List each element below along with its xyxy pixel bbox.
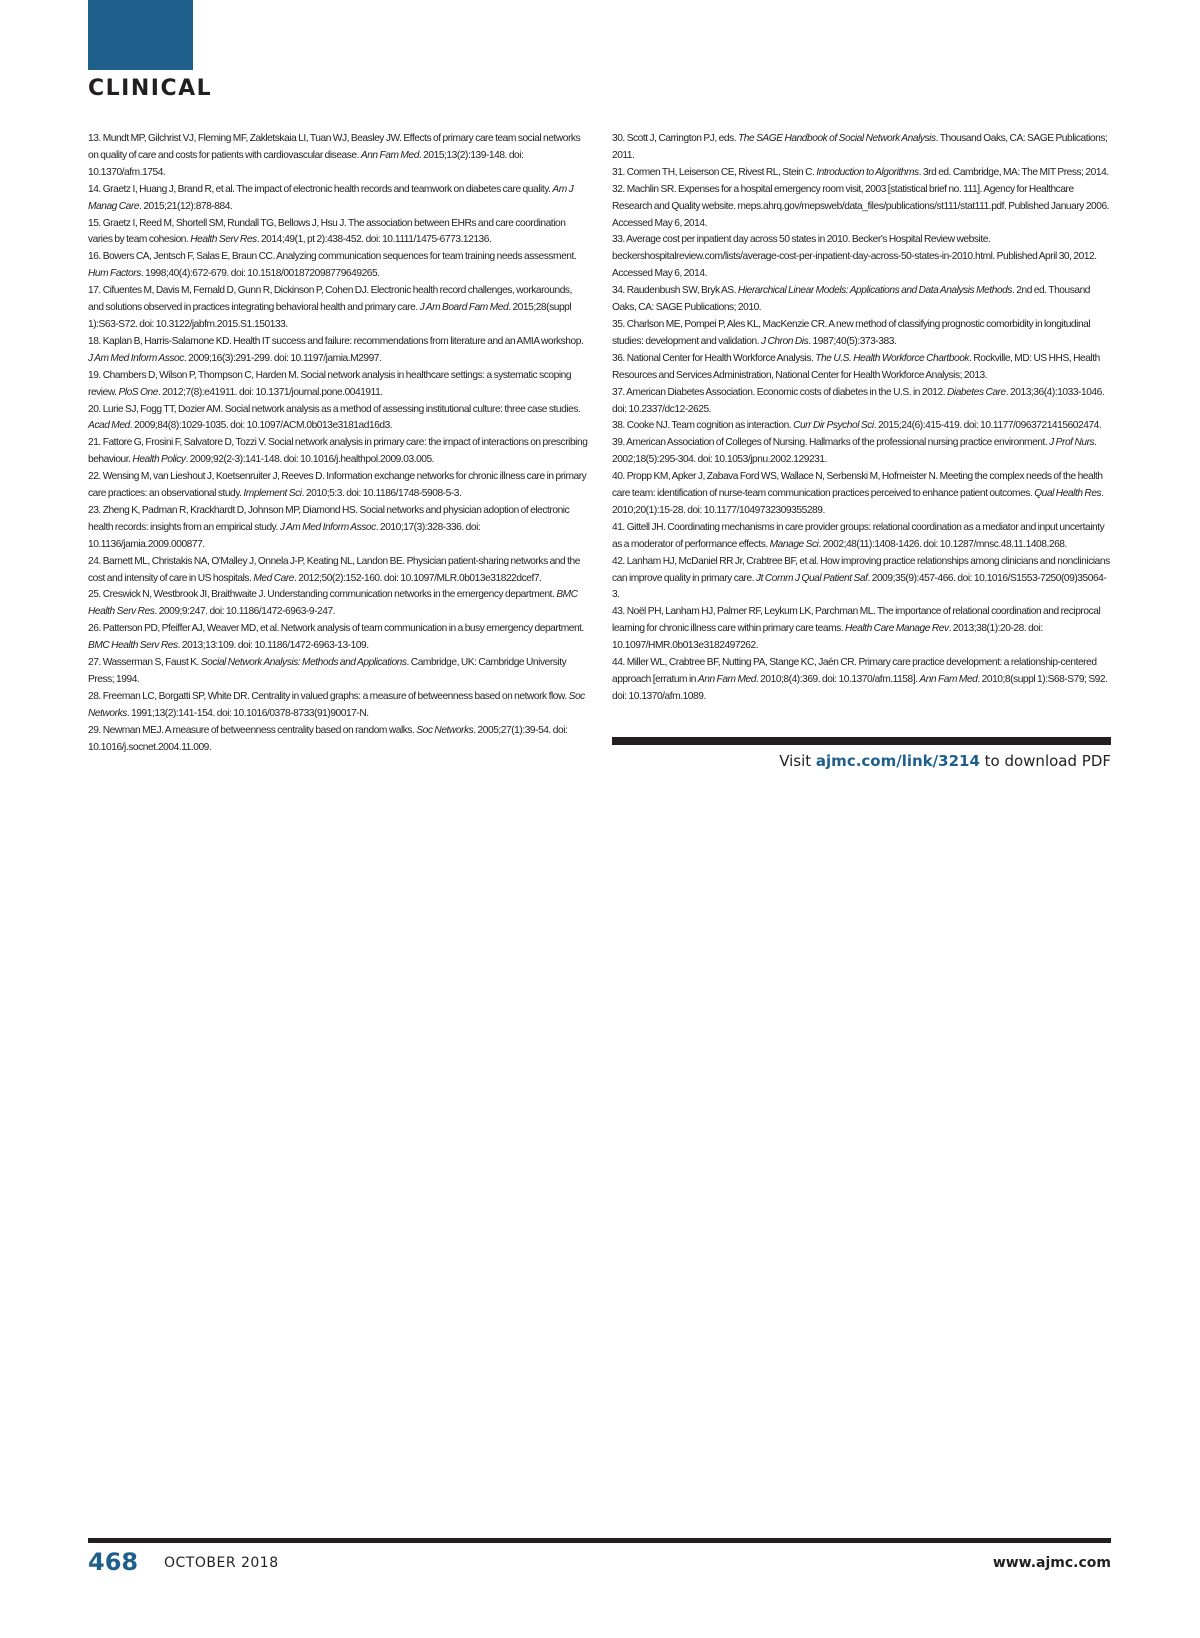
reference-item	[88, 621, 588, 655]
reference-text: . 2012;50(2):152-160. doi: 10.1097/MLR.0b013e31822dcef7.	[293, 572, 542, 584]
download-prefix: Visit	[779, 752, 816, 770]
reference-text: 22. Wensing M, van Lieshout J, Koetsenruiter J, Reeves D. Information exchange networks for chronic illness care in primary care practices: an observational study.	[88, 471, 587, 500]
reference-text: . 2013;36(4):1033-1046. doi: 10.2337/dc12-2625.	[612, 386, 1105, 415]
reference-source-title: J Prof Nurs	[1049, 437, 1095, 449]
reference-text: 16. Bowers CA, Jentsch F, Salas E, Braun CC. Analyzing communication sequences for team training needs assessment.	[88, 251, 577, 263]
download-notice	[612, 752, 1111, 770]
reference-text: . 2010;8(4):369. doi: 10.1370/afm.1158].	[755, 674, 920, 685]
reference-item	[88, 182, 588, 216]
reference-text: 41. Gittell JH. Coordinating mechanisms in care provider groups: relational coordination as a mediator and input uncertainty as a moderator of performance effects.	[612, 521, 1105, 550]
reference-text: . 2002;48(11):1408-1426. doi: 10.1287/mnsc.48.11.1408.268.	[818, 538, 1067, 550]
reference-text: 35. Charlson ME, Pompei P, Ales KL, MacKenzie CR. A new method of classifying prognostic comorbidity in longitudinal studies: development and validation.	[612, 318, 1091, 347]
reference-source-title: J Am Med Inform Assoc	[279, 521, 376, 533]
reference-text: . 2015;28(suppl 1):S63-S72. doi: 10.3122/jabfm.2015.S1.150133.	[88, 302, 572, 330]
reference-item	[88, 689, 588, 723]
reference-text: . 2005;27(1):39-54. doi: 10.1016/j.socnet.2004.11.009.	[88, 724, 568, 753]
reference-source-title: Curr Dir Psychol Sci	[793, 420, 874, 432]
reference-item	[88, 249, 588, 283]
reference-text: 20. Lurie SJ, Fogg TT, Dozier AM. Social network analysis as a method of assessing institutional culture: three case studies.	[88, 403, 581, 415]
reference-text: . 2014;49(1, pt 2):438-452. doi: 10.1111/1475-6773.12136.	[256, 234, 492, 246]
reference-text: 25. Creswick N, Westbrook JI, Braithwaite J. Understanding communication networks in the emergency department.	[88, 589, 557, 601]
reference-item	[612, 435, 1112, 469]
reference-text: . Rockville, MD: US HHS, Health Resources and Services Administration, National Center for Health Workforce Analysis; 2013.	[612, 352, 1100, 381]
reference-text: 21. Fattore G, Frosini F, Salvatore D, Tozzi V. Social network analysis in primary care: the impact of interactions on prescribing behaviour.	[88, 437, 588, 466]
reference-text: . 2002;18(5):295-304. doi: 10.1053/jpnu.2002.129231.	[612, 437, 1097, 466]
reference-source-title: Diabetes Care	[947, 386, 1006, 398]
reference-source-title: Soc Networks	[416, 724, 474, 736]
reference-text: . 2013;13:109. doi: 10.1186/1472-6963-13-109.	[177, 640, 369, 652]
reference-text: 14. Graetz I, Huang J, Brand R, et al. The impact of electronic health records and teamwork on diabetes care quality.	[88, 183, 553, 195]
reference-text: . 2009;92(2-3):141-148. doi: 10.1016/j.healthpol.2009.03.005.	[185, 454, 435, 466]
issue-date: OCTOBER 2018	[164, 1555, 279, 1571]
reference-item	[612, 351, 1112, 385]
reference-text: 31. Cormen TH, Leiserson CE, Rivest RL, Stein C.	[612, 166, 817, 178]
reference-item	[88, 131, 588, 182]
reference-text: . 2009;84(8):1029-1035. doi: 10.1097/ACM.0b013e3181ad16d3.	[129, 420, 393, 432]
reference-text: . 2012;7(8):e41911. doi: 10.1371/journal.pone.0041911.	[157, 386, 383, 398]
reference-text: 26. Patterson PD, Pfeiffer AJ, Weaver MD, et al. Network analysis of team communication in a busy emergency department.	[88, 623, 584, 635]
reference-text: 43. Noël PH, Lanham HJ, Palmer RF, Leykum LK, Parchman ML. The importance of relational coordination and reciprocal learning for chronic illness care within primary care teams.	[612, 606, 1101, 635]
reference-text: . 1991;13(2):141-154. doi: 10.1016/0378-8733(91)90017-N.	[126, 707, 369, 719]
reference-text: 27. Wasserman S, Faust K.	[88, 657, 201, 669]
reference-item	[612, 131, 1112, 165]
reference-text: 30. Scott J, Carrington PJ, eds.	[612, 133, 738, 144]
reference-text: . Cambridge, UK: Cambridge University Press; 1994.	[88, 657, 567, 685]
reference-item	[612, 520, 1112, 554]
reference-item	[88, 469, 588, 503]
reference-item	[612, 604, 1112, 655]
reference-source-title: The U.S. Health Workforce Chartbook	[815, 352, 970, 364]
reference-text: . 2015;13(2):139-148. doi: 10.1370/afm.1754.	[88, 149, 524, 178]
reference-text: 13. Mundt MP, Gilchrist VJ, Fleming MF, Zakletskaia LI, Tuan WJ, Beasley JW. Effects of primary care team social networks on quality of care and costs for patients with cardiovascular disease.	[88, 133, 581, 161]
reference-text: . 2015;21(12):878-884.	[139, 200, 233, 212]
reference-item	[612, 469, 1112, 520]
reference-text: 17. Cifuentes M, Davis M, Fernald D, Gunn R, Dickinson P, Cohen DJ. Electronic health record challenges, workarounds, and solutions observed in practices integrating behavioral health and primary care.	[88, 285, 572, 314]
reference-source-title: BMC Health Serv Res	[88, 640, 178, 652]
reference-text: 40. Propp KM, Apker J, Zabava Ford WS, Wallace N, Serbenski M, Hofmeister N. Meeting the complex needs of the health care team: identification of nurse-team communication practices perceived to enhance patient outcomes.	[612, 471, 1103, 500]
reference-text: 44. Miller WL, Crabtree BF, Nutting PA, Stange KC, Jaén CR. Primary care practice development: a relationship-centered approach [erratum in	[612, 657, 1097, 685]
reference-text: 28. Freeman LC, Borgatti SP, White DR. Centrality in valued graphs: a measure of betweenness based on network flow.	[88, 690, 569, 702]
reference-item	[88, 334, 588, 368]
reference-item	[88, 368, 588, 402]
reference-source-title: Manage Sci	[769, 538, 819, 550]
reference-item	[612, 554, 1112, 605]
footer-rule	[88, 1538, 1111, 1543]
page-number: 468	[88, 1548, 139, 1576]
reference-source-title: Implement Sci	[243, 488, 302, 500]
reference-item	[88, 216, 588, 250]
download-divider-rule	[612, 737, 1111, 745]
references-list-right	[612, 131, 1112, 706]
reference-item	[612, 418, 1112, 435]
download-suffix: to download PDF	[979, 752, 1111, 770]
reference-text: . 2010;8(suppl 1):S68-S79; S92. doi: 10.1370/afm.1089.	[612, 674, 1108, 702]
download-link[interactable]: ajmc.com/link/3214	[815, 752, 980, 770]
reference-text: 39. American Association of Colleges of Nursing. Hallmarks of the professional nursing practice environment.	[612, 437, 1050, 449]
reference-text: . 2010;20(1):15-28. doi: 10.1177/1049732309355289.	[612, 488, 1104, 516]
reference-item	[612, 283, 1112, 317]
reference-item	[612, 317, 1112, 351]
reference-text: . Thousand Oaks, CA: SAGE Publications; 2011.	[612, 133, 1108, 161]
reference-text: 32. Machlin SR. Expenses for a hospital emergency room visit, 2003 [statistical brief no. 111]. Agency for Healthcare Research and Quality website. meps.ahrq.gov/mepsweb/data_files/publications/st111/stat111.pdf. Published January 2006. Accessed May 6, 2014.	[612, 183, 1110, 229]
section-label: CLINICAL	[88, 76, 213, 101]
reference-source-title: Health Care Manage Rev	[845, 623, 949, 635]
reference-item	[88, 435, 588, 469]
section-color-tab	[88, 0, 193, 70]
website-url[interactable]: www.ajmc.com	[992, 1555, 1111, 1571]
reference-text: 34. Raudenbush SW, Bryk AS.	[612, 285, 738, 297]
reference-text: . 1998;40(4):672-679. doi: 10.1518/001872098779649265.	[140, 268, 380, 280]
reference-text: 38. Cooke NJ. Team cognition as interaction.	[612, 420, 794, 432]
reference-source-title: Hierarchical Linear Models: Applications and Data Analysis Methods	[737, 285, 1012, 297]
reference-source-title: Jt Comm J Qual Patient Saf	[755, 572, 868, 584]
reference-item	[88, 402, 588, 436]
reference-item	[612, 385, 1112, 419]
reference-item	[88, 723, 588, 757]
reference-item	[612, 165, 1112, 182]
reference-text: 37. American Diabetes Association. Economic costs of diabetes in the U.S. in 2012.	[612, 386, 947, 398]
reference-text: 42. Lanham HJ, McDaniel RR Jr, Crabtree BF, et al. How improving practice relationships among clinicians and nonclinicians can improve quality in primary care.	[612, 555, 1110, 584]
reference-text: 29. Newman MEJ. A measure of betweenness centrality based on random walks.	[88, 724, 417, 736]
reference-source-title: J Am Board Fam Med	[419, 302, 509, 314]
reference-source-title: Am J Manag Care	[88, 183, 574, 212]
reference-text: . 2013;38(1):20-28. doi: 10.1097/HMR.0b013e3182497262.	[612, 623, 1043, 652]
reference-source-title: Health Policy	[132, 454, 186, 466]
reference-text: 18. Kaplan B, Harris-Salamone KD. Health IT success and failure: recommendations from literature and an AMIA workshop.	[88, 335, 584, 347]
reference-item	[88, 283, 588, 334]
reference-text: . 2009;9:247. doi: 10.1186/1472-6963-9-247.	[154, 606, 336, 618]
reference-text: . 3rd ed. Cambridge, MA: The MIT Press; 2014.	[918, 166, 1109, 178]
reference-source-title: Acad Med	[88, 420, 130, 432]
reference-source-title: Ann Fam Med	[360, 149, 419, 161]
reference-source-title: J Am Med Inform Assoc	[88, 352, 184, 364]
reference-source-title: Hum Factors	[88, 268, 141, 280]
reference-text: . 2nd ed. Thousand Oaks, CA: SAGE Publications; 2010.	[612, 285, 1091, 314]
reference-item	[88, 655, 588, 689]
reference-text: 23. Zheng K, Padman R, Krackhardt D, Johnson MP, Diamond HS. Social networks and physician adoption of electronic health records: insights from an empirical study.	[88, 504, 570, 533]
reference-item	[612, 182, 1112, 233]
reference-text: 24. Barnett ML, Christakis NA, O'Malley J, Onnela J-P, Keating NL, Landon BE. Physician patient-sharing networks and the cost and intensity of care in US hospitals.	[88, 555, 580, 584]
reference-source-title: Ann Fam Med	[697, 674, 756, 685]
reference-source-title: Soc Networks	[88, 690, 585, 719]
reference-source-title: Qual Health Res	[1034, 488, 1102, 500]
reference-item	[88, 554, 588, 588]
reference-source-title: Ann Fam Med	[919, 674, 978, 685]
reference-text: . 2010;17(3):328-336. doi: 10.1136/jamia.2009.000877.	[88, 521, 481, 550]
reference-text: 19. Chambers D, Wilson P, Thompson C, Harden M. Social network analysis in healthcare settings: a systematic scoping review.	[88, 369, 572, 398]
reference-text: 36. National Center for Health Workforce Analysis.	[612, 352, 816, 364]
reference-text: 15. Graetz I, Reed M, Shortell SM, Rundall TG, Bellows J, Hsu J. The association between EHRs and care coordination varies by team cohesion.	[88, 217, 566, 246]
reference-source-title: Introduction to Algorithms	[816, 166, 919, 178]
reference-text: . 1987;40(5):373-383.	[808, 335, 897, 347]
reference-text: 33. Average cost per inpatient day across 50 states in 2010. Becker's Hospital Review website. beckershospitalreview.com/lists/average-cost-per-inpatient-day-across-50-states-in-2010.html. Published April 30, 2012. Accessed May 6, 2014.	[612, 234, 1097, 280]
reference-text: . 2015;24(6):415-419. doi: 10.1177/0963721415602474.	[873, 420, 1102, 432]
reference-source-title: BMC Health Serv Res	[88, 589, 578, 618]
reference-source-title: J Chron Dis	[761, 335, 809, 347]
reference-item	[88, 503, 588, 554]
reference-text: . 2009;35(9):457-466. doi: 10.1016/S1553-7250(09)35064-3.	[612, 572, 1107, 601]
references-list-left	[88, 131, 588, 757]
reference-source-title: The SAGE Handbook of Social Network Analysis	[737, 133, 936, 144]
reference-source-title: Health Serv Res	[190, 234, 257, 246]
reference-item	[612, 232, 1112, 283]
reference-item	[88, 587, 588, 621]
reference-text: . 2009;16(3):291-299. doi: 10.1197/jamia.M2997.	[183, 352, 382, 364]
reference-source-title: Med Care	[253, 572, 294, 584]
reference-source-title: PloS One	[118, 386, 158, 398]
reference-text: . 2010;5:3. doi: 10.1186/1748-5908-5-3.	[301, 488, 462, 500]
reference-source-title: Social Network Analysis: Methods and Applications	[200, 657, 407, 669]
reference-item	[612, 655, 1112, 706]
